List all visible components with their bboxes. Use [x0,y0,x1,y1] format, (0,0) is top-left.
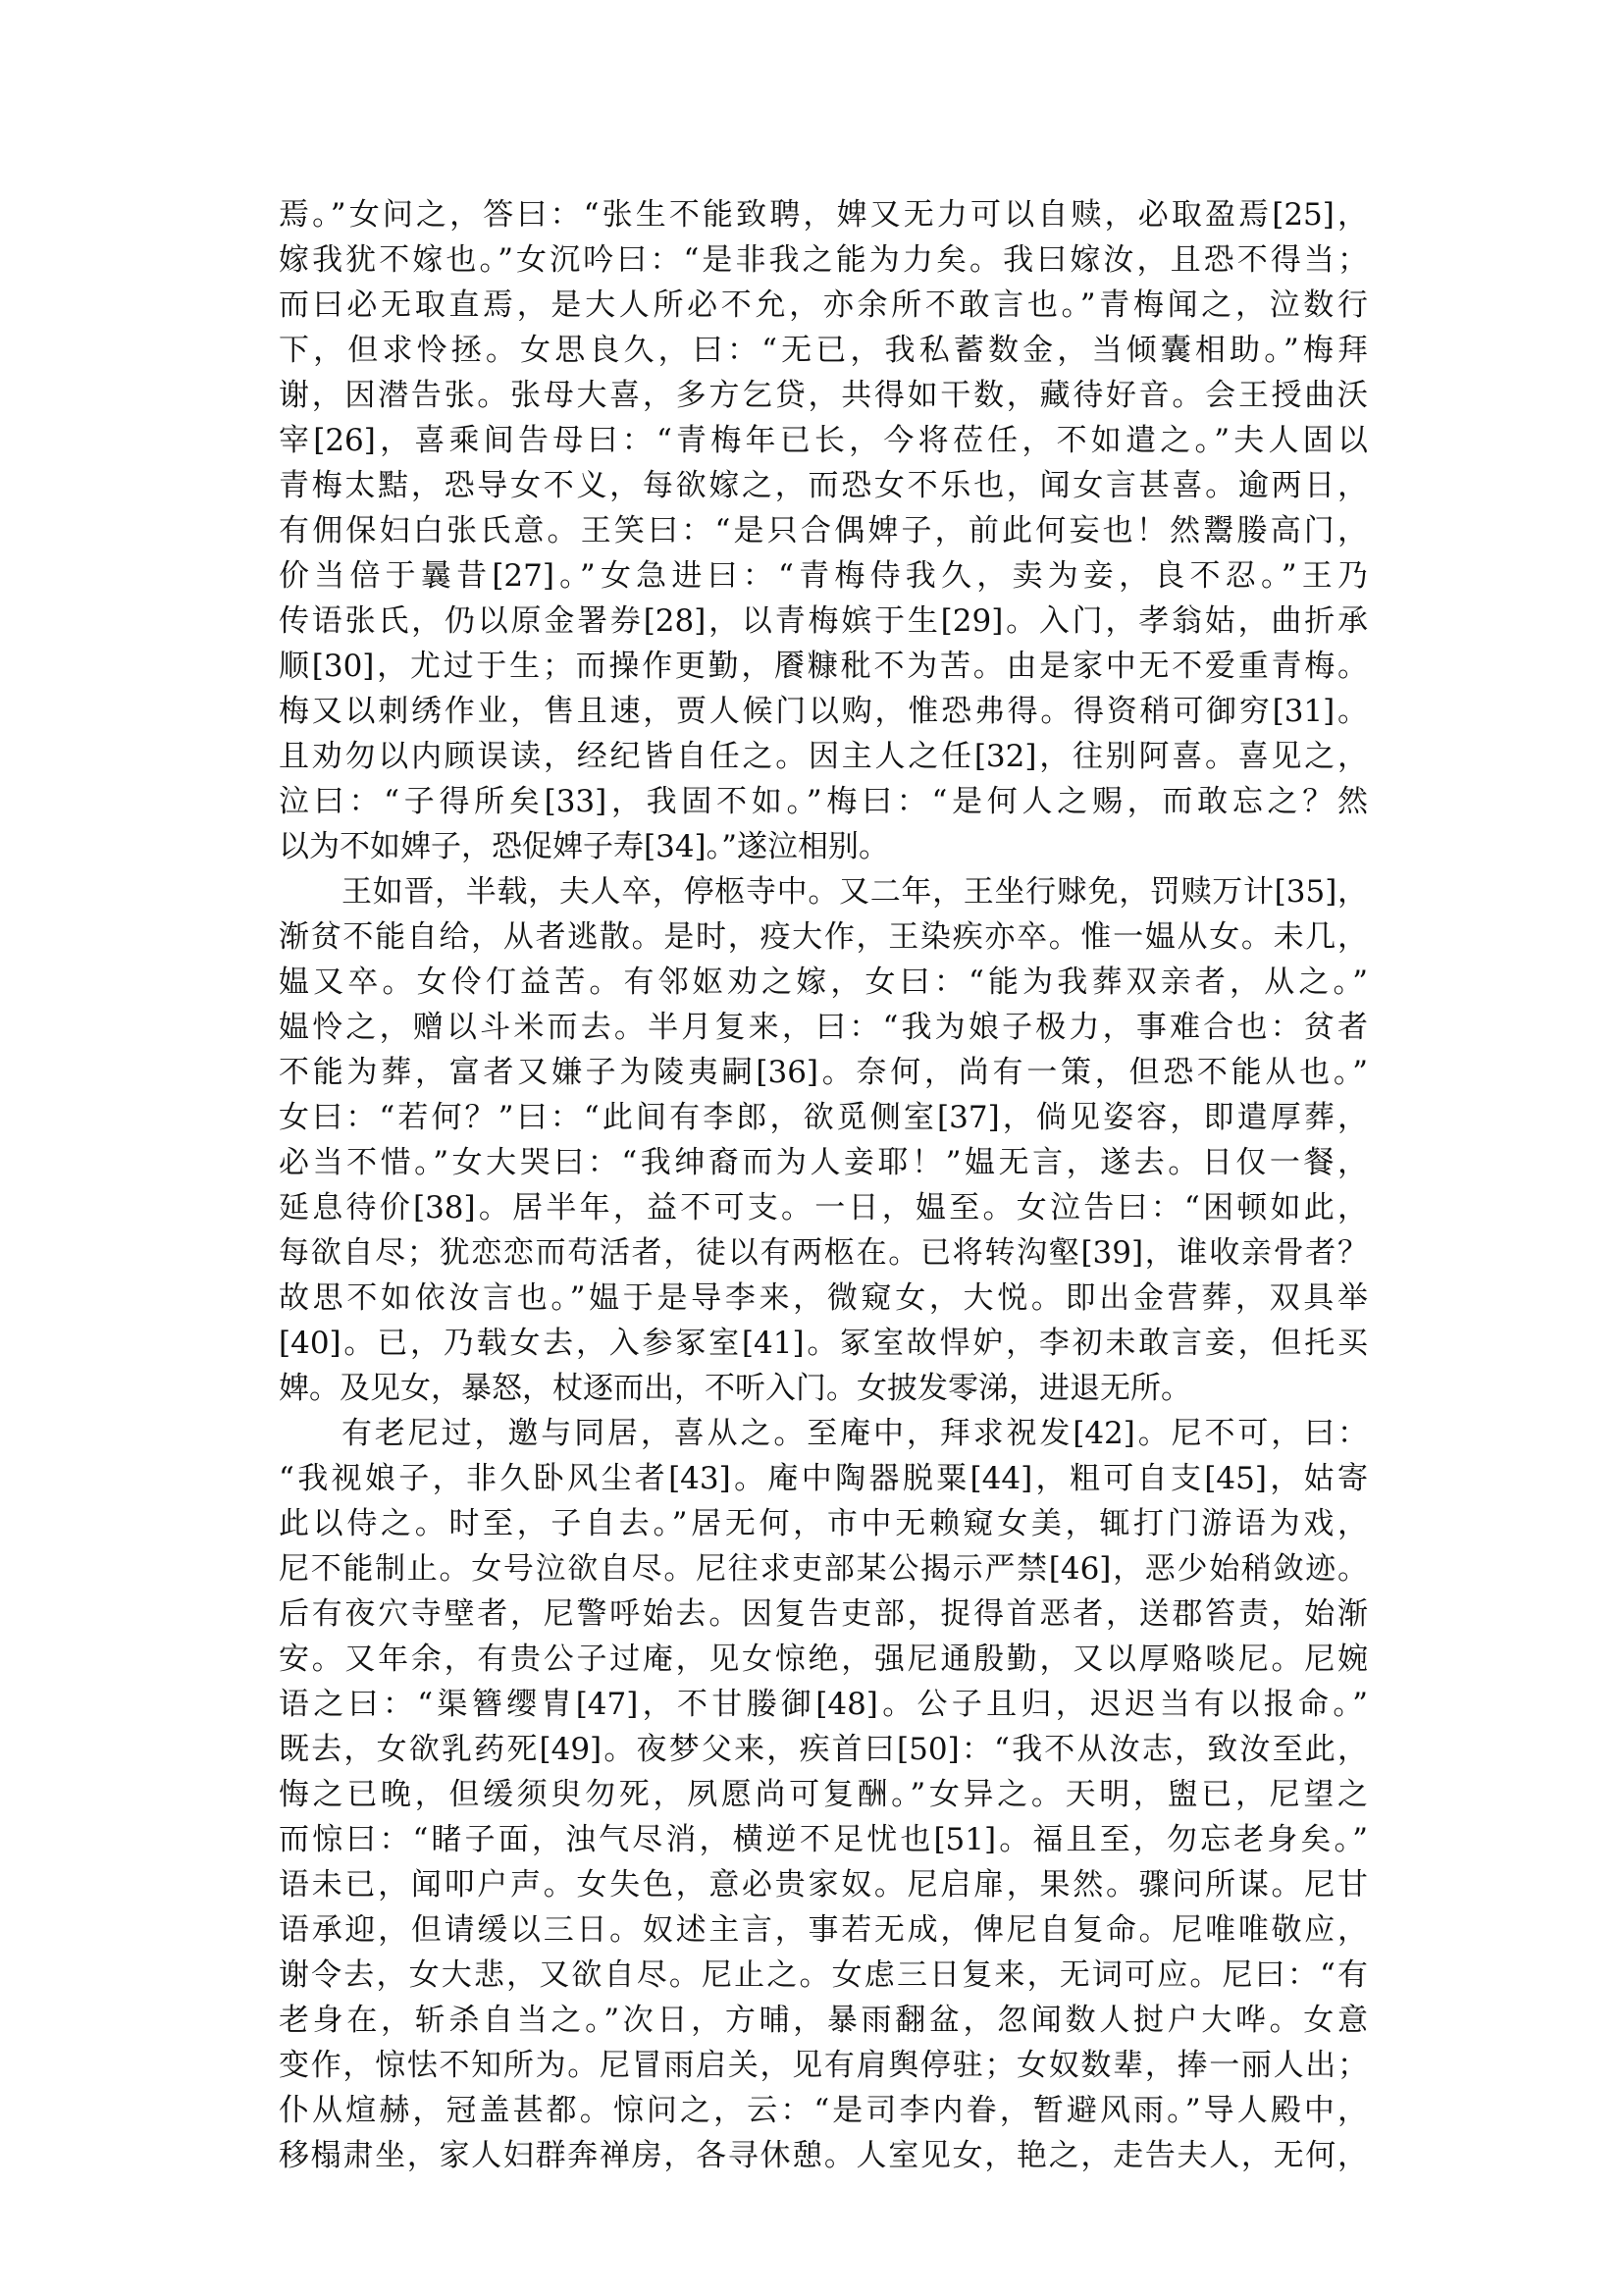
text-line: 下，但求怜拯。女思良久，曰：“无已，我私蓄数金，当倾囊相助。”梅拜 [279,333,1368,368]
text-line: 王如晋，半载，夫人卒，停柩寺中。又二年，王坐行赇免，罚赎万计[35]， [341,874,1368,910]
text-line: 悔之已晚，但缓须臾勿死，夙愿尚可复酬。”女异之。天明，盥已，尼望之 [279,1777,1368,1812]
text-line: 仆从煊赫，冠盖甚都。惊问之，云：“是司李内眷，暂避风雨。”导人殿中， [279,2093,1368,2128]
text-line: 老身在，斩杀自当之。”次日，方晡，暴雨翻盆，忽闻数人挝户大哗。女意 [279,2003,1368,2038]
text-line: 此以侍之。时至，子自去。”居无何，市中无赖窥女美，辄打门游语为戏， [279,1506,1368,1541]
text-line: 变作，惊怯不知所为。尼冒雨启关，见有肩舆停驻；女奴数辈，捧一丽人出； [279,2048,1368,2083]
text-line: 婢。及见女，暴怒，杖逐而出，不听入门。女披发零涕，进退无所。 [279,1371,1191,1406]
text-line: 媪又卒。女伶仃益苦。有邻妪劝之嫁，女曰：“能为我葬双亲者，从之。” [279,965,1368,1000]
text-line: 媪怜之，赠以斗米而去。半月复来，曰：“我为娘子极力，事难合也：贫者 [279,1010,1368,1045]
text-line: 泣曰：“子得所矣[33]，我固不如。”梅曰：“是何人之赐，而敢忘之？然 [279,784,1368,819]
text-line: 渐贫不能自给，从者逃散。是时，疫大作，王染疾亦卒。惟一媪从女。未几， [279,919,1368,955]
text-line: 故思不如依汝言也。”媪于是导李来，微窥女，大悦。即出金营葬，双具举 [279,1280,1368,1316]
text-line: 嫁我犹不嫁也。”女沉吟曰：“是非我之能为力矣。我曰嫁汝，且恐不得当； [279,242,1368,278]
text-line: 每欲自尽；犹恋恋而苟活者，徒以有两柩在。已将转沟壑[39]，谁收亲骨者？ [279,1235,1368,1271]
text-line: 语之曰：“渠簪缨胄[47]，不甘媵御[48]。公子且归，迟迟当有以报命。” [279,1687,1368,1722]
text-line: 必当不惜。”女大哭曰：“我绅裔而为人妾耶！”媪无言，遂去。日仅一餐， [279,1145,1368,1180]
text-line: 语未已，闻叩户声。女失色，意必贵家奴。尼启扉，果然。骤问所谋。尼甘 [279,1867,1368,1903]
text-line: 以为不如婢子，恐促婢子寿[34]。”遂泣相别。 [279,829,889,864]
text-line: 语承迎，但请缓以三日。奴述主言，事若无成，俾尼自复命。尼唯唯敬应， [279,1912,1368,1948]
text-line: 不能为葬，富者又嫌子为陵夷嗣[36]。奈何，尚有一策，但恐不能从也。” [279,1055,1368,1090]
text-line: 有佣保妇白张氏意。王笑曰：“是只合偶婢子，前此何妄也！然鬻媵高门， [279,513,1368,548]
text-line: 安。又年余，有贵公子过庵，见女惊绝，强尼通殷勤，又以厚赂啖尼。尼婉 [279,1642,1368,1677]
text-line: 且劝勿以内顾误读，经纪皆自任之。因主人之任[32]，往别阿喜。喜见之， [279,739,1368,774]
text-line: “我视娘子，非久卧风尘者[43]。庵中陶器脱粟[44]，粗可自支[45]，姑寄 [279,1461,1368,1496]
text-line: 宰[26]，喜乘间告母曰：“青梅年已长，今将莅任，不如遣之。”夫人固以 [279,423,1368,458]
text-line: 传语张氏，仍以原金署券[28]，以青梅嫔于生[29]。入门，孝翁姑，曲折承 [279,603,1368,639]
text-line: 谢令去，女大悲，又欲自尽。尼止之。女虑三日复来，无词可应。尼曰：“有 [279,1957,1368,1993]
text-line: 延息待价[38]。居半年，益不可支。一日，媪至。女泣告曰：“困顿如此， [279,1190,1368,1225]
text-line: 价当倍于曩昔[27]。”女急进曰：“青梅侍我久，卖为妾，良不忍。”王乃 [279,558,1368,594]
text-line: 而惊曰：“睹子面，浊气尽消，横逆不足忧也[51]。福且至，勿忘老身矣。” [279,1822,1368,1857]
text-line: 梅又以刺绣作业，售且速，贾人候门以购，惟恐弗得。得资稍可御穷[31]。 [279,694,1368,729]
text-line: 有老尼过，邀与同居，喜从之。至庵中，拜求祝发[42]。尼不可，曰： [341,1416,1368,1451]
text-line: 青梅太黠，恐导女不义，每欲嫁之，而恐女不乐也，闻女言甚喜。逾两日， [279,468,1368,503]
text-line: [40]。已，乃载女去，入参冢室[41]。冢室故悍妒，李初未敢言妾，但托买 [279,1326,1368,1361]
text-line: 顺[30]，尤过于生；而操作更勤，餍糠秕不为苦。由是家中无不爱重青梅。 [279,649,1368,684]
text-line: 既去，女欲乳药死[49]。夜梦父来，疾首曰[50]：“我不从汝志，致汝至此， [279,1732,1368,1767]
text-line: 后有夜穴寺壁者，尼警呼始去。因复告吏部，捉得首恶者，送郡笞责，始渐 [279,1596,1368,1632]
text-line: 而曰必无取直焉，是大人所必不允，亦余所不敢言也。”青梅闻之，泣数行 [279,287,1368,323]
body-text [279,192,1368,2178]
text-line: 尼不能制止。女号泣欲自尽。尼往求吏部某公揭示严禁[46]，恶少始稍敛迹。 [279,1551,1368,1587]
text-line: 女曰：“若何？”曰：“此间有李郎，欲觅侧室[37]，倘见姿容，即遣厚葬， [279,1100,1368,1135]
text-line: 移榻肃坐，家人妇群奔禅房，各寻休憩。人室见女，艳之，走告夫人，无何， [279,2138,1368,2173]
text-line: 谢，因潜告张。张母大喜，多方乞贷，共得如干数，藏待好音。会王授曲沃 [279,378,1368,413]
text-line: 焉。”女问之，答曰：“张生不能致聘，婢又无力可以自赎，必取盈焉[25]， [279,197,1368,233]
